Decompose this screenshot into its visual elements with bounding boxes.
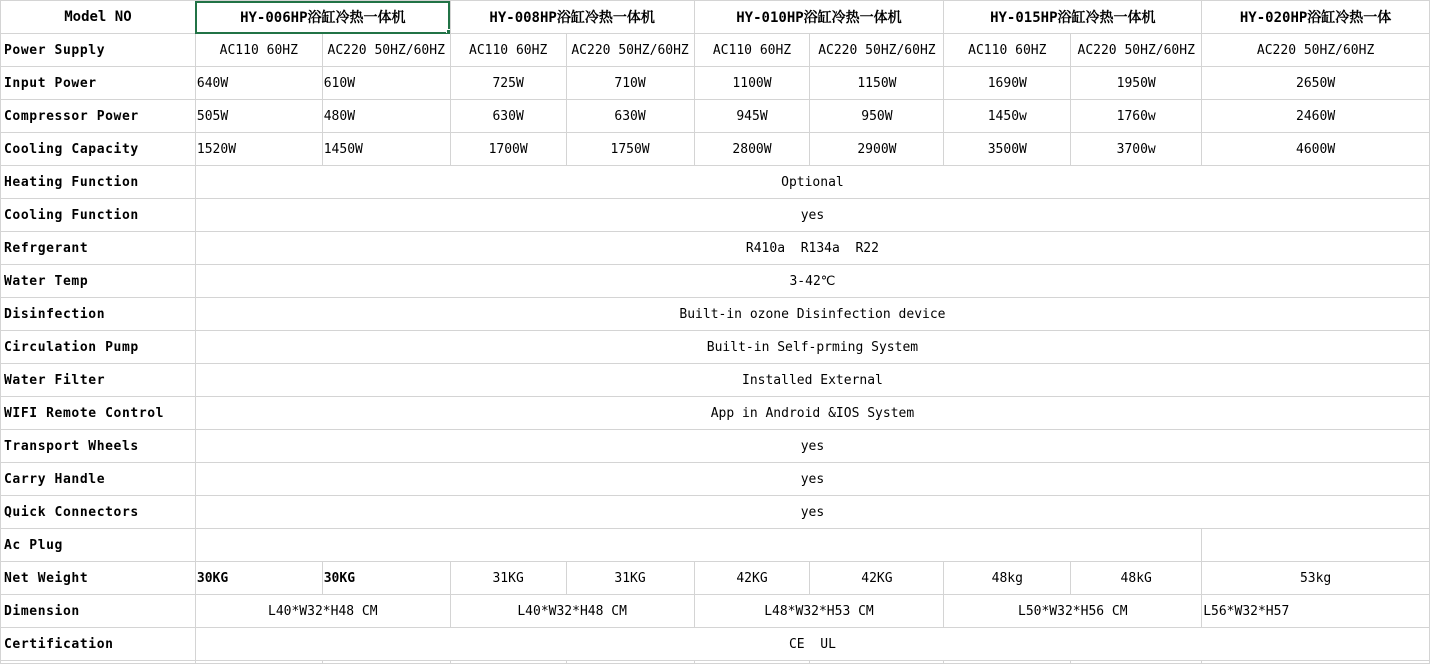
label-dimension[interactable]: Dimension <box>1 595 196 628</box>
row-cooling-capacity <box>1 133 1430 166</box>
cell-compressor-power[interactable]: 950W <box>810 100 944 133</box>
cell-ac-plug[interactable] <box>195 529 1201 562</box>
row-water-filter <box>1 364 1430 397</box>
cell-net-weight[interactable]: 42KG <box>810 562 944 595</box>
row-ac-plug <box>1 529 1430 562</box>
cell-transport-wheels[interactable]: yes <box>195 430 1429 463</box>
cell-power-supply[interactable]: AC220 50HZ/60HZ <box>1071 34 1202 67</box>
cell-compressor-power[interactable]: 505W <box>195 100 322 133</box>
label-net-weight[interactable]: Net Weight <box>1 562 196 595</box>
label-heating-function[interactable]: Heating Function <box>1 166 196 199</box>
cell-net-weight[interactable]: 48kg <box>944 562 1071 595</box>
label-input-power[interactable]: Input Power <box>1 67 196 100</box>
label-refrigerant[interactable]: Refrgerant <box>1 232 196 265</box>
cell-quick-connectors[interactable]: yes <box>195 496 1429 529</box>
cell-dimension[interactable]: L56*W32*H57 <box>1202 595 1430 628</box>
cell-cooling-function[interactable]: yes <box>195 199 1429 232</box>
cell-water-filter[interactable]: Installed External <box>195 364 1429 397</box>
row-input-power <box>1 67 1430 100</box>
cell-power-supply[interactable]: AC220 50HZ/60HZ <box>810 34 944 67</box>
cell-compressor-power[interactable]: 1450w <box>944 100 1071 133</box>
row-net-weight <box>1 562 1430 595</box>
cell-power-supply[interactable]: AC110 60HZ <box>944 34 1071 67</box>
row-wifi-remote-control <box>1 397 1430 430</box>
cell-heating-function[interactable]: Optional <box>195 166 1429 199</box>
cell-cooling-capacity[interactable]: 3700w <box>1071 133 1202 166</box>
row-quick-connectors <box>1 496 1430 529</box>
cell-circulation-pump[interactable]: Built-in Self-prming System <box>195 331 1429 364</box>
label-cooling-function[interactable]: Cooling Function <box>1 199 196 232</box>
row-water-temp <box>1 265 1430 298</box>
cell-model-no-label[interactable]: Model NO <box>1 1 196 34</box>
row-carry-handle <box>1 463 1430 496</box>
cell-input-power[interactable]: 610W <box>322 67 450 100</box>
label-cooling-capacity[interactable]: Cooling Capacity <box>1 133 196 166</box>
label-transport-wheels[interactable]: Transport Wheels <box>1 430 196 463</box>
row-cooling-function <box>1 199 1430 232</box>
cell-net-weight[interactable]: 42KG <box>694 562 810 595</box>
label-certification[interactable]: Certification <box>1 628 196 661</box>
cell-refrigerant[interactable]: R410a R134a R22 <box>195 232 1429 265</box>
cell-net-weight[interactable]: 30KG <box>322 562 450 595</box>
label-power-supply[interactable]: Power Supply <box>1 34 196 67</box>
cell-cooling-capacity[interactable]: 1520W <box>195 133 322 166</box>
cell-empty[interactable] <box>944 661 1071 664</box>
cell-compressor-power[interactable]: 945W <box>694 100 810 133</box>
cell-input-power[interactable]: 2650W <box>1202 67 1430 100</box>
label-carry-handle[interactable]: Carry Handle <box>1 463 196 496</box>
row-compressor-power <box>1 100 1430 133</box>
cell-cooling-capacity[interactable]: 2800W <box>694 133 810 166</box>
label-wifi-remote-control[interactable]: WIFI Remote Control <box>1 397 196 430</box>
cell-power-supply[interactable]: AC110 60HZ <box>450 34 566 67</box>
cell-empty[interactable] <box>810 661 944 664</box>
label-ac-plug[interactable]: Ac Plug <box>1 529 196 562</box>
cell-input-power[interactable]: 710W <box>566 67 694 100</box>
cell-net-weight[interactable]: 30KG <box>195 562 322 595</box>
row-power-supply <box>1 34 1430 67</box>
cell-model-hy-015hp[interactable]: HY-015HP浴缸冷热一体机 <box>944 1 1202 34</box>
cell-model-hy-006hp[interactable]: HY-006HP浴缸冷热一体机 <box>195 1 450 34</box>
row-refrigerant <box>1 232 1430 265</box>
header-row <box>1 1 1430 34</box>
cell-cooling-capacity[interactable]: 1700W <box>450 133 566 166</box>
cell-empty[interactable] <box>1 661 196 664</box>
label-water-temp[interactable]: Water Temp <box>1 265 196 298</box>
label-disinfection[interactable]: Disinfection <box>1 298 196 331</box>
row-heating-function <box>1 166 1430 199</box>
cell-power-supply[interactable]: AC110 60HZ <box>195 34 322 67</box>
row-disinfection <box>1 298 1430 331</box>
cell-dimension[interactable]: L50*W32*H56 CM <box>944 595 1202 628</box>
cell-empty[interactable] <box>1202 661 1430 664</box>
cell-empty[interactable] <box>450 661 566 664</box>
label-compressor-power[interactable]: Compressor Power <box>1 100 196 133</box>
cell-compressor-power[interactable]: 630W <box>450 100 566 133</box>
cell-certification[interactable]: CE UL <box>195 628 1429 661</box>
cell-power-supply[interactable]: AC220 50HZ/60HZ <box>322 34 450 67</box>
cell-compressor-power[interactable]: 630W <box>566 100 694 133</box>
cell-model-hy-020hp[interactable]: HY-020HP浴缸冷热一体 <box>1202 1 1430 34</box>
cell-dimension[interactable]: L40*W32*H48 CM <box>195 595 450 628</box>
cell-carry-handle[interactable]: yes <box>195 463 1429 496</box>
cell-empty[interactable] <box>195 661 322 664</box>
cell-input-power[interactable]: 1950W <box>1071 67 1202 100</box>
cell-net-weight[interactable]: 48kG <box>1071 562 1202 595</box>
cell-water-temp[interactable]: 3-42℃ <box>195 265 1429 298</box>
cell-cooling-capacity[interactable]: 1450W <box>322 133 450 166</box>
cell-empty[interactable] <box>566 661 694 664</box>
label-quick-connectors[interactable]: Quick Connectors <box>1 496 196 529</box>
cell-input-power[interactable]: 1690W <box>944 67 1071 100</box>
cell-empty[interactable] <box>1071 661 1202 664</box>
cell-cooling-capacity[interactable]: 1750W <box>566 133 694 166</box>
label-water-filter[interactable]: Water Filter <box>1 364 196 397</box>
cell-disinfection[interactable]: Built-in ozone Disinfection device <box>195 298 1429 331</box>
cell-power-supply[interactable]: AC220 50HZ/60HZ <box>1202 34 1430 67</box>
cell-input-power[interactable]: 725W <box>450 67 566 100</box>
cell-power-supply[interactable]: AC110 60HZ <box>694 34 810 67</box>
row-partial <box>1 661 1430 664</box>
cell-wifi-remote-control[interactable]: App in Android &IOS System <box>195 397 1429 430</box>
cell-net-weight[interactable]: 53kg <box>1202 562 1430 595</box>
cell-compressor-power[interactable]: 1760w <box>1071 100 1202 133</box>
cell-compressor-power[interactable]: 2460W <box>1202 100 1430 133</box>
row-certification <box>1 628 1430 661</box>
row-transport-wheels <box>1 430 1430 463</box>
label-circulation-pump[interactable]: Circulation Pump <box>1 331 196 364</box>
row-circulation-pump <box>1 331 1430 364</box>
cell-ac-plug-empty[interactable] <box>1202 529 1430 562</box>
cell-model-hy-008hp[interactable]: HY-008HP浴缸冷热一体机 <box>450 1 694 34</box>
row-dimension <box>1 595 1430 628</box>
cell-cooling-capacity[interactable]: 4600W <box>1202 133 1430 166</box>
cell-dimension[interactable]: L40*W32*H48 CM <box>450 595 694 628</box>
cell-compressor-power[interactable]: 480W <box>322 100 450 133</box>
cell-empty[interactable] <box>322 661 450 664</box>
cell-input-power[interactable]: 1150W <box>810 67 944 100</box>
cell-empty[interactable] <box>694 661 810 664</box>
cell-dimension[interactable]: L48*W32*H53 CM <box>694 595 944 628</box>
cell-cooling-capacity[interactable]: 2900W <box>810 133 944 166</box>
cell-cooling-capacity[interactable]: 3500W <box>944 133 1071 166</box>
cell-net-weight[interactable]: 31KG <box>566 562 694 595</box>
cell-input-power[interactable]: 640W <box>195 67 322 100</box>
cell-model-hy-010hp[interactable]: HY-010HP浴缸冷热一体机 <box>694 1 944 34</box>
cell-net-weight[interactable]: 31KG <box>450 562 566 595</box>
cell-input-power[interactable]: 1100W <box>694 67 810 100</box>
cell-power-supply[interactable]: AC220 50HZ/60HZ <box>566 34 694 67</box>
